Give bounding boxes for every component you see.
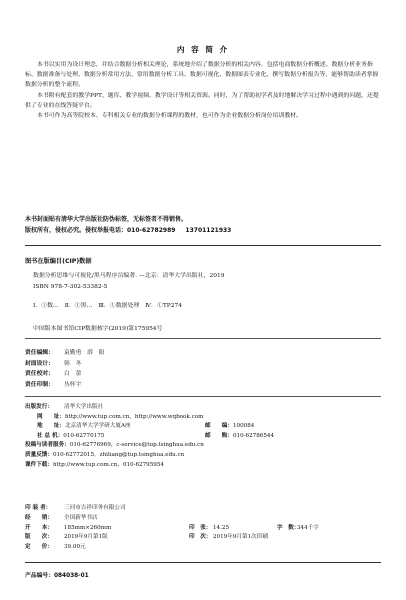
quality-feedback-row [25, 451, 381, 461]
address-label: 地 址： [37, 423, 65, 430]
cip-line-classification: Ⅰ．①数… Ⅱ．①黑… Ⅲ．①数据处理 Ⅳ．①TP274 [33, 303, 182, 309]
website-value: http://www.tup.com.cn，http://www.wqbook.com [64, 413, 204, 420]
reader-service-row [25, 441, 381, 451]
switchboard-row [25, 432, 381, 442]
website-row [25, 413, 381, 423]
staff-value: 韩 冬 [64, 360, 82, 367]
mail-order-value: 010-62786544 [232, 432, 275, 439]
staff-label: 责任印制： [25, 381, 54, 388]
printer-row [25, 504, 381, 514]
switchboard-value: 010-62770175 [63, 432, 105, 439]
edition-value: 2019年9月第1版 [64, 534, 108, 541]
product-code: 产品编号：084038-01 [25, 573, 89, 579]
divider [25, 396, 381, 397]
staff-row [25, 380, 105, 391]
word-count-value: 344千字 [297, 524, 319, 531]
summary-paragraph: 本书以实用为设计理念，并结合数据分析相关理论，系统地介绍了数据分析的相关内容，包括电商数据分析概述、数据分析业务指标、数据准备与处理、数据分析常用方法、常用数据分析工具、数据可视化、数据图表专业化、撰写数据分析报告等，能够帮助读者掌握数据分析的整个流程。 [25, 62, 379, 89]
publisher-label: 出版发行： [25, 404, 53, 410]
courseware-label: 课件下载： [25, 461, 53, 468]
printing-value: 2019年9月第1次印刷 [213, 534, 268, 541]
format-row [25, 524, 381, 534]
word-count-label: 字 数： [277, 524, 300, 531]
infringement-report-text: 版权所有，侵权必究。侵权举报电话：010-62782989 [25, 226, 176, 234]
cip-title: 图书在版编目(CIP)数据 [25, 258, 92, 265]
sheets-label: 印 张： [189, 524, 212, 531]
postcode-label: 邮 编： [205, 423, 233, 430]
reader-service-label: 投稿与读者服务： [25, 442, 70, 449]
summary-paragraph: 本书附有配套的教学PPT、题库、教学视频、教学设计等相关资源。同时，为了帮助初学者及时地解决学习过程中遇到的问题，还提供了专业的在线答疑平台。 [25, 92, 379, 109]
cip-data [33, 271, 383, 312]
staff-value: 丛怀宇 [64, 381, 82, 388]
summary-heading: 内 容 简 介 [176, 45, 230, 54]
mail-order-label: 邮 购： [205, 432, 233, 439]
staff-label: 责任编辑： [25, 350, 54, 356]
publisher-row [25, 403, 381, 413]
cip-record-number: 中国版本图书馆CIP数据核字(2019)第175954号 [33, 326, 163, 332]
distributor-value: 全国新华书店 [64, 514, 98, 521]
courseware-value: http://www.tup.com.cn，010-62795954 [52, 461, 164, 468]
sheets-value: 14.25 [213, 524, 230, 531]
website-label: 网 址： [37, 413, 65, 420]
staff-row [25, 348, 105, 359]
infringement-report-tel2: 13701121933 [185, 226, 232, 234]
address-value: 北京清华大学学研大厦A座 [64, 423, 131, 430]
price-label: 定 价： [25, 544, 53, 551]
address-row [25, 422, 381, 432]
format-label: 开 本： [25, 524, 53, 531]
switchboard-label: 社 总 机： [37, 432, 64, 439]
staff-value: 白 蕾 [64, 371, 82, 377]
price-value: 39.00元 [64, 544, 86, 551]
staff-row [25, 369, 105, 380]
infringement-report-line [25, 226, 381, 237]
quality-feedback-value: 010-62772015，zhiliang@tup.tsinghua.edu.cn [52, 451, 185, 458]
staff-value: 袁勤勇 薛 阳 [64, 350, 105, 356]
staff-label: 封面设计： [25, 360, 54, 367]
reader-service-value: 010-62776969，c-service@tup.tsinghua.edu.cn [69, 442, 204, 449]
postcode-value: 100084 [232, 423, 255, 430]
divider [25, 562, 381, 563]
edition-row [25, 533, 381, 543]
summary-text [25, 60, 381, 121]
printer-value: 三河市吉祥印务有限公司 [64, 505, 126, 511]
cip-line-title: 数据分析思维与可视化/黑马程序员编著. —北京：清华大学出版社，2019 [33, 273, 225, 279]
divider [25, 338, 381, 339]
copyright-notice [25, 215, 381, 236]
summary-paragraph: 本书可作为高等院校本、专科相关专业的数据分析课程的教材，也可作为企业数据分析岗位培训教材。 [37, 113, 303, 120]
staff-label: 责任校对： [25, 371, 54, 377]
staff-list [25, 348, 105, 390]
printing-label: 印 次： [189, 534, 212, 541]
format-value: 185mm×260mm [64, 524, 112, 531]
distributor-row [25, 514, 381, 524]
print-spec [25, 504, 381, 553]
cip-line-isbn: ISBN 978-7-302-53382-5 [33, 284, 108, 290]
edition-label: 版 次： [25, 534, 53, 541]
anti-counterfeit-notice: 本书封面贴有清华大学出版社防伪标签，无标签者不得销售。 [25, 216, 188, 223]
courseware-row [25, 461, 381, 471]
publisher-name: 清华大学出版社 [64, 404, 104, 410]
divider [25, 245, 381, 246]
quality-feedback-label: 质量反馈： [25, 451, 53, 458]
printer-label: 印 装 者： [25, 505, 52, 511]
price-row [25, 543, 381, 553]
distributor-label: 经 销： [25, 514, 53, 521]
publisher-info [25, 403, 381, 470]
staff-row [25, 359, 105, 370]
